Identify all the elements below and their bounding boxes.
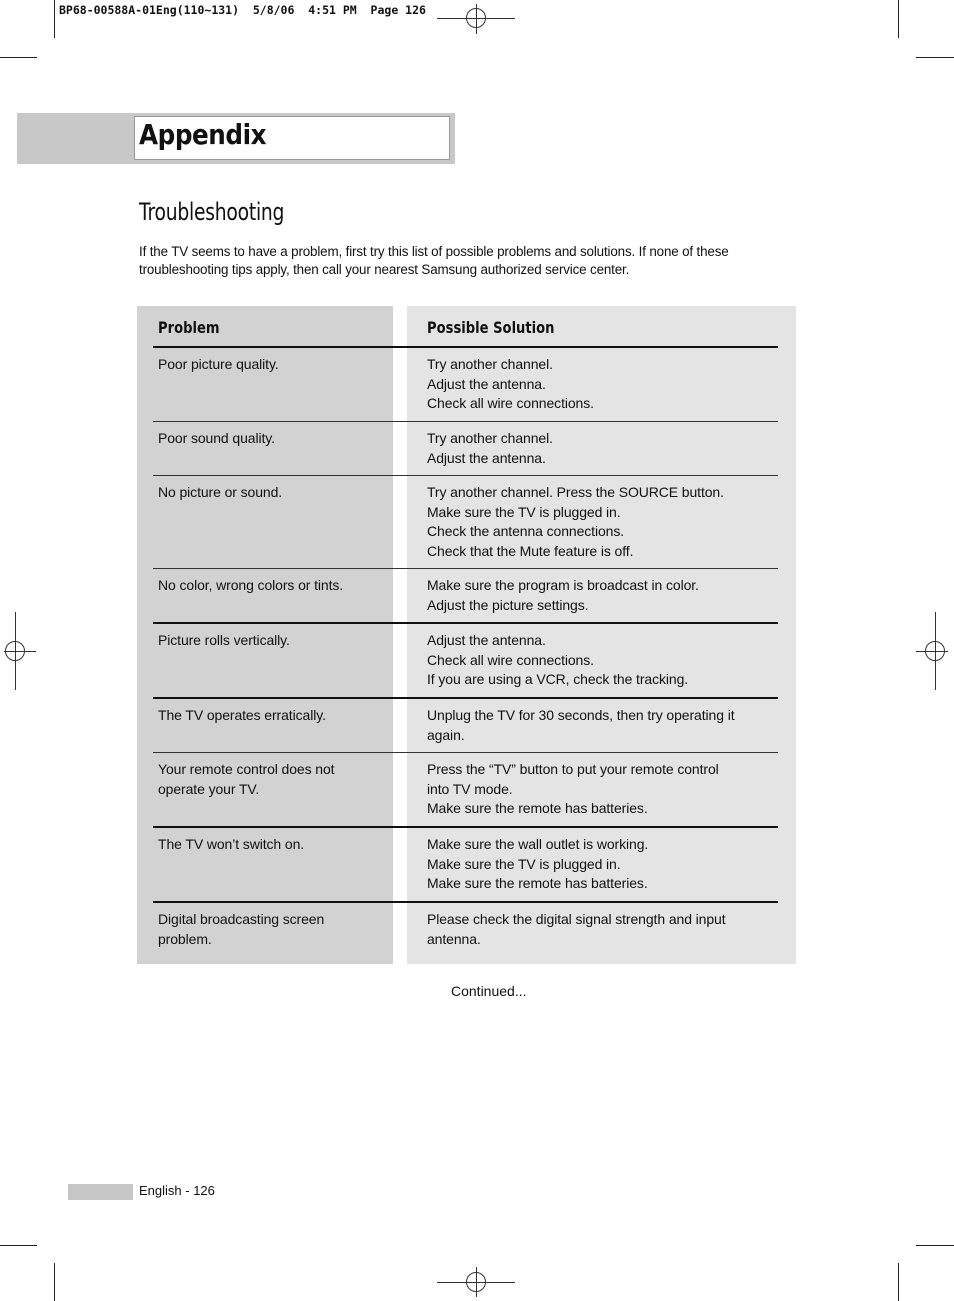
table-row [153,346,778,421]
solution-line: antenna. [427,930,481,947]
solution-line: Make sure the remote has batteries. [427,875,648,892]
problem-cell: No picture or sound. [158,484,283,500]
crop-mark [54,0,55,38]
solution-line: Make sure the wall outlet is working. [427,836,649,852]
crop-mark [916,57,954,58]
solution-cell [427,706,777,745]
crop-mark [0,57,37,58]
crop-mark [54,1263,55,1301]
solution-line: again. [427,726,465,743]
solution-line: Adjust the antenna. [427,375,546,392]
solution-cell [427,483,777,561]
solution-cell [427,355,777,414]
problem-cell: Poor picture quality. [158,356,279,372]
solution-header: Possible Solution [427,318,555,337]
page-number: English - 126 [139,1183,215,1198]
solution-line: Check that the Mute feature is off. [427,542,634,559]
crop-mark [898,0,899,38]
solution-line: Try another channel. [427,356,553,372]
intro-paragraph: If the TV seems to have a problem, first try this list of possible problems and solutions. If none of these troubleshooting tips apply, then call your nearest Samsung authorized service center. [139,244,729,277]
section-title: Troubleshooting [139,198,285,226]
table-row [153,697,778,752]
problem-cell: No color, wrong colors or tints. [158,577,344,593]
table-row [153,622,778,697]
table-row [153,901,778,981]
solution-line: Check the antenna connections. [427,523,625,540]
solution-line: Unplug the TV for 30 seconds, then try operating it [427,707,735,723]
page-title: Appendix [139,118,267,151]
footer-bar [68,1184,133,1200]
problem-cell: The TV operates erratically. [158,707,326,723]
solution-line: Make sure the remote has batteries. [427,800,648,817]
problem-cell: Digital broadcasting screen problem. [158,911,325,947]
table-row [153,475,778,568]
solution-line: Try another channel. Press the SOURCE button. [427,484,724,500]
problem-header: Problem [158,318,220,337]
solution-cell [427,576,777,615]
solution-line: Make sure the TV is plugged in. [427,503,621,520]
solution-cell [427,760,777,819]
crop-mark [0,1245,37,1246]
solution-line: Make sure the TV is plugged in. [427,855,621,872]
solution-line: into TV mode. [427,780,513,797]
crop-mark [898,1263,899,1301]
table-row [153,752,778,826]
solution-line: If you are using a VCR, check the tracking. [427,671,689,688]
solution-line: Please check the digital signal strength and input [427,911,726,927]
troubleshooting-table [153,346,778,981]
problem-cell: The TV won’t switch on. [158,836,305,852]
crop-mark [916,1245,954,1246]
solution-line: Make sure the program is broadcast in color. [427,577,699,593]
solution-line: Check all wire connections. [427,395,594,412]
solution-line: Press the “TV” button to put your remote control [427,761,719,777]
solution-line: Adjust the antenna. [427,632,546,648]
solution-cell [427,910,777,949]
solution-cell [427,429,777,468]
table-row [153,568,778,622]
solution-cell [427,631,777,690]
solution-cell [427,835,777,894]
print-header: BP68-00588A-01Eng(110~131) 5/8/06 4:51 PM Page 126 [59,3,426,17]
continued-note: Continued... [451,983,527,999]
solution-line: Adjust the antenna. [427,449,546,466]
table-row [153,421,778,475]
problem-cell: Picture rolls vertically. [158,632,290,648]
table-row [153,826,778,901]
problem-cell: Poor sound quality. [158,430,275,446]
solution-line: Try another channel. [427,430,553,446]
problem-cell: Your remote control does not operate your TV. [158,761,335,797]
solution-line: Adjust the picture settings. [427,596,589,613]
solution-line: Check all wire connections. [427,651,594,668]
